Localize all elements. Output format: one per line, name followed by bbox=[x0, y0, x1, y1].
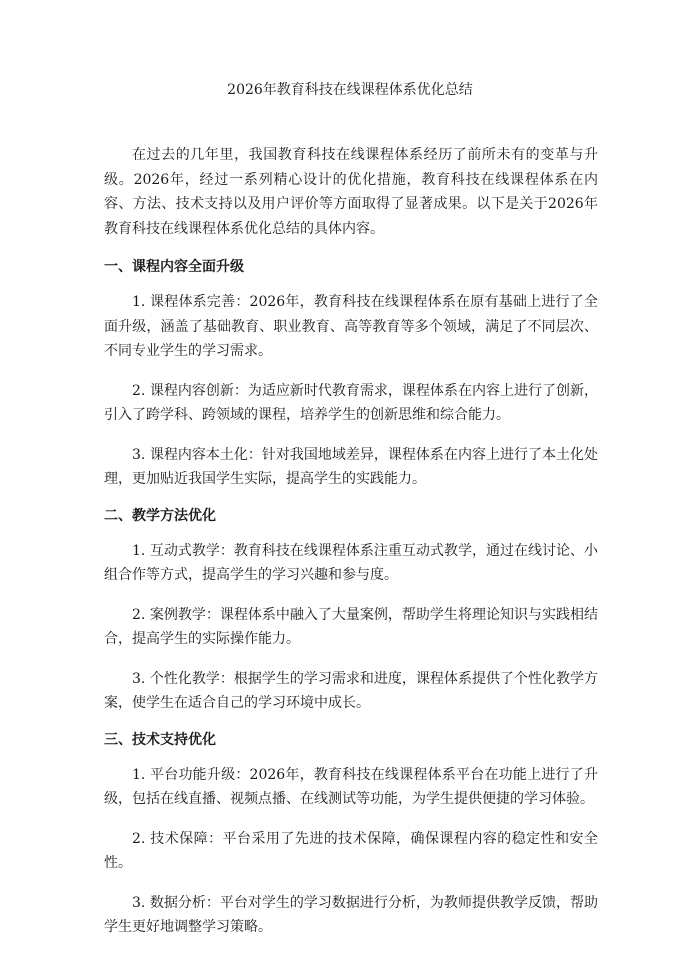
section-3 bbox=[104, 728, 598, 940]
section-item: 2. 案例教学：课程体系中融入了大量案例，帮助学生将理论知识与实践相结合，提高学生的实际操作能力。 bbox=[104, 606, 598, 647]
intro-paragraph: 在过去的几年里，我国教育科技在线课程体系经历了前所未有的变革与升级。2026年，经过一系列精心设计的优化措施，教育科技在线课程体系在内容、方法、技术支持以及用户评价等方面取得了显著成果。以下是关于2026年教育科技在线课程体系优化总结的具体内容。 bbox=[104, 147, 598, 237]
section-item: 1. 互动式教学：教育科技在线课程体系注重互动式教学，通过在线讨论、小组合作等方式，提高学生的学习兴趣和参与度。 bbox=[104, 542, 598, 583]
section-heading: 一、课程内容全面升级 bbox=[104, 259, 244, 275]
section-heading: 二、教学方法优化 bbox=[104, 507, 216, 524]
section-2 bbox=[104, 504, 598, 716]
section-item: 3. 课程内容本土化：针对我国地域差异，课程体系在内容上进行了本土化处理，更加贴近我国学生实际，提高学生的实践能力。 bbox=[104, 446, 598, 487]
section-1 bbox=[104, 255, 598, 492]
section-item: 3. 个性化教学：根据学生的学习需求和进度，课程体系提供了个性化教学方案，使学生在适合自己的学习环境中成长。 bbox=[104, 670, 598, 711]
document-title: 2026年教育科技在线课程体系优化总结 bbox=[227, 82, 473, 98]
section-item: 1. 课程体系完善：2026年，教育科技在线课程体系在原有基础上进行了全面升级，涵盖了基础教育、职业教育、高等教育等多个领域，满足了不同层次、不同专业学生的学习需求。 bbox=[104, 294, 598, 359]
section-item: 2. 课程内容创新：为适应新时代教育需求，课程体系在内容上进行了创新，引入了跨学科、跨领域的课程，培养学生的创新思维和综合能力。 bbox=[104, 382, 598, 423]
section-item: 3. 数据分析：平台对学生的学习数据进行分析，为教师提供教学反馈，帮助学生更好地调整学习策略。 bbox=[104, 894, 598, 935]
section-item: 1. 平台功能升级：2026年，教育科技在线课程体系平台在功能上进行了升级，包括在线直播、视频点播、在线测试等功能，为学生提供便捷的学习体验。 bbox=[104, 766, 598, 807]
document-body bbox=[104, 143, 598, 955]
section-heading: 三、技术支持优化 bbox=[104, 731, 216, 748]
section-item: 2. 技术保障：平台采用了先进的技术保障，确保课程内容的稳定性和安全性。 bbox=[104, 830, 598, 871]
